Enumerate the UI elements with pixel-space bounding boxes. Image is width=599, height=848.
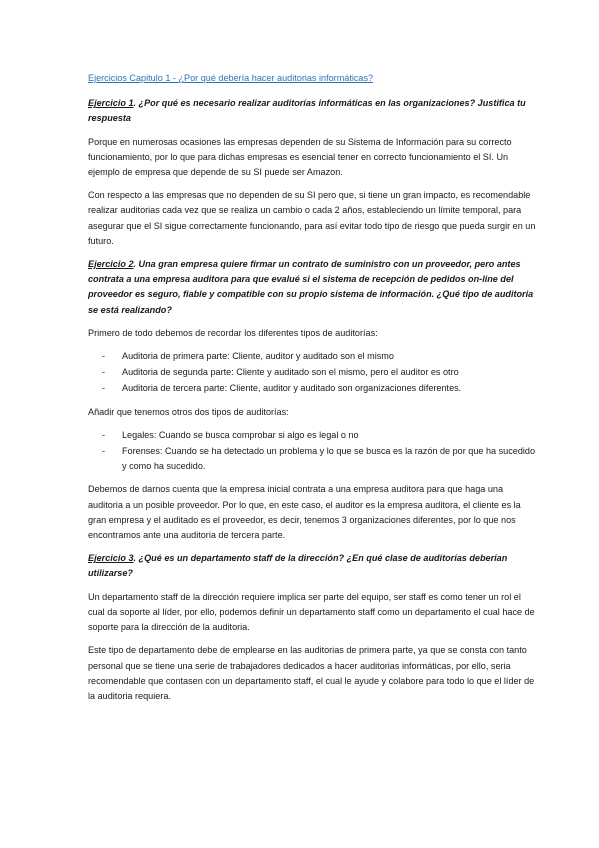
list-item xyxy=(88,365,539,380)
exercise-2-number: Ejercicio 2 xyxy=(88,259,134,270)
dash-bullet: - xyxy=(102,429,106,440)
exercise-3-number: Ejercicio 3 xyxy=(88,553,134,564)
exercise-1-number: Ejercicio 1 xyxy=(88,98,134,109)
list-item xyxy=(88,349,539,364)
list-item-text: Legales: Cuando se busca comprobar si algo es legal o no xyxy=(122,429,359,440)
dash-bullet: - xyxy=(102,351,106,362)
list-item-text: Auditoria de primera parte: Cliente, auditor y auditado son el mismo xyxy=(122,351,394,362)
list-item-text: Auditoria de segunda parte: Cliente y auditado son el mismo, pero el auditor es otro xyxy=(122,367,459,378)
list-item-text: Forenses: Cuando se ha detectado un problema y lo que se busca es la razón de por que ha sucedido y como ha sucedido. xyxy=(122,446,536,472)
exercise-2-paragraph-2: Añadir que tenemos otros dos tipos de auditorías: xyxy=(88,406,289,417)
dash-bullet: - xyxy=(102,383,106,394)
list-item xyxy=(88,381,539,396)
exercise-1-text: . ¿Por qué es necesario realizar auditorías informáticas en las organizaciones? Justifica tu respuesta xyxy=(88,98,526,124)
exercise-1-paragraph-2: Con respecto a las empresas que no dependen de su SI pero que, si tiene un gran impacto, es recomendable realizar auditorias cada vez que se realiza un cambio o cada 2 años, estableciendo un límite temporal, para asegurar que el SI sigue correctamente funcionando, para así evitar todo tipo de riesgo que pueda surgir en un futuro. xyxy=(88,190,536,246)
exercise-3-paragraph-2: Este tipo de departamento debe de emplearse en las auditorias de primera parte, ya que se consta con tanto personal que se tiene una serie de trabajadores dedicados a hacer auditorias informáticas, por ello, seria recomendable que contasen con un departamento staff, el cual le ayude y colabore para todo lo que el líder de la auditoria requiera. xyxy=(88,645,535,701)
exercise-2-paragraph-3: Debemos de darnos cuenta que la empresa inicial contrata a una empresa auditora para que haga una auditoria a un posible proveedor. Por lo que, en este caso, el auditor es la empresa auditora, el cliente es la gran empresa y el auditado es el proveedor, es decir, tenemos 3 organizaciones diferentes, por lo que nos encontramos ante una auditoria de tercera parte. xyxy=(88,484,521,541)
other-audit-types-list xyxy=(88,428,539,475)
document-title[interactable]: Ejercicios Capitulo 1 - ¿Por qué debería hacer auditorias informáticas? xyxy=(88,73,374,83)
exercise-2-paragraph-1: Primero de todo debemos de recordar los diferentes tipos de auditorías: xyxy=(88,327,378,338)
list-item xyxy=(88,444,539,474)
exercise-2-question xyxy=(88,257,539,318)
dash-bullet: - xyxy=(102,446,106,457)
exercise-1-question xyxy=(88,96,539,126)
list-item xyxy=(88,428,539,443)
dash-bullet: - xyxy=(102,367,106,378)
list-item-text: Auditoria de tercera parte: Cliente, auditor y auditado son organizaciones diferentes. xyxy=(122,383,462,394)
exercise-3-paragraph-1: Un departamento staff de la dirección requiere implica ser parte del equipo, ser staff es como tener un rol el cual da soporte al líder, por ello, podemos definir un departamento staff como un departamento el cual hace de soporte para la dirección de la auditoria. xyxy=(88,591,535,633)
exercise-3-text: . ¿Qué es un departamento staff de la dirección? ¿En qué clase de auditorías deberían utilizarse? xyxy=(88,553,508,579)
audit-types-list xyxy=(88,349,539,397)
exercise-3-question xyxy=(88,551,539,581)
exercise-1-paragraph-1: Porque en numerosas ocasiones las empresas dependen de su Sistema de Información para su correcto funcionamiento, por lo que para dichas empresas es esencial tener en correcto funcionamiento el SI. Un ejemplo de empresa que depende de su SI puede ser Amazon. xyxy=(88,136,512,178)
exercise-2-text: . Una gran empresa quiere firmar un contrato de suministro con un proveedor, pero antes contrata a una empresa auditora para que evalué si el sistema de recepción de pedidos on-line del proveedor es seguro, fiable y compatible con su propio sistema de información. ¿Qué tipo de auditoria se está realizando? xyxy=(88,259,534,315)
